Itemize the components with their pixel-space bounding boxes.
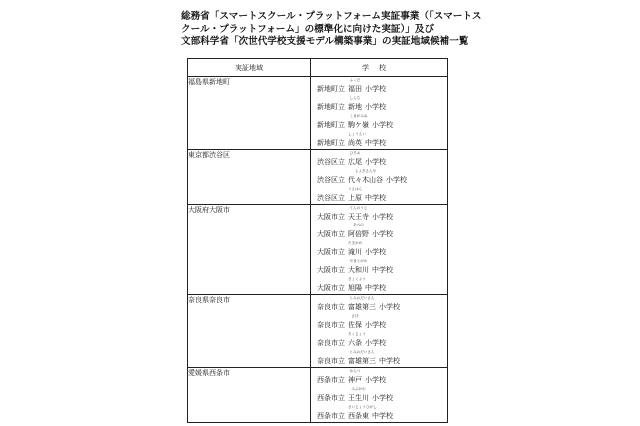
table-row [188,295,448,368]
school-type: 小学校 [365,321,386,330]
school-name: 広尾 [348,157,362,166]
school-name-ruby: さほ [351,314,359,319]
school-prefix: 西条市立 [317,393,345,402]
school-prefix: 西条市立 [317,411,345,420]
table-row [188,368,448,423]
school-name-wrap [348,314,362,330]
school-name: 西条東 [348,411,369,420]
school-name-wrap [348,95,362,112]
school-name: 尚英 [348,138,362,147]
school-type: 中学校 [365,193,386,202]
table-row [188,149,448,204]
school-name: 大和川 [348,266,369,275]
school-name-ruby: しょうえい [348,131,366,136]
school-name-ruby: かんべ [349,368,361,373]
school-name-wrap [348,350,376,366]
school-name: 駒ケ嶺 [348,120,369,129]
school-prefix: 新地町立 [317,138,345,147]
school-prefix: 新地町立 [317,84,345,93]
schools-cell [311,368,448,423]
school-name: 天王寺 [348,212,369,221]
school-name-wrap [348,131,366,148]
school-name: 佐保 [348,321,362,330]
school-name-ruby: とみおだいさん [349,296,375,301]
school-entry [311,258,447,276]
school-entry [311,131,447,149]
school-name-ruby: しんち [349,95,361,100]
school-prefix: 大阪市立 [317,266,345,275]
school-type: 小学校 [372,120,393,129]
school-entry [311,386,447,404]
school-prefix: 西条市立 [317,375,345,384]
school-name: 神戸 [348,375,362,384]
school-name-ruby: やまとがわ [349,259,368,264]
school-entry [311,168,447,186]
region-cell: 愛媛県西条市 [188,368,311,423]
school-type: 小学校 [372,212,393,221]
school-name-ruby: ふくだ [349,77,361,82]
region-school-table [187,58,448,423]
school-entry [311,205,447,223]
school-name-ruby: あべの [353,223,364,228]
school-prefix: 奈良市立 [317,357,345,365]
school-name-wrap [348,277,366,293]
school-name: 上原 [348,193,362,202]
header-region: 実証地域 [188,59,311,77]
school-type: 小学校 [379,303,400,312]
school-type: 小学校 [365,102,386,111]
region-cell: 福島県新地町 [188,77,311,150]
school-entry [311,113,447,131]
region-cell: 奈良県奈良市 [188,295,311,368]
school-name: 富雄第三 [348,303,376,312]
school-name-wrap [348,296,376,312]
header-school: 学校 [311,59,448,77]
schools-cell [311,295,448,368]
school-name-wrap [348,77,362,94]
school-name: 旭陽 [348,284,362,293]
school-name-wrap [348,150,362,167]
table-row [188,77,448,150]
school-type: 中学校 [372,411,393,420]
school-type: 小学校 [365,157,386,166]
region-cell: 大阪府大阪市 [188,204,311,295]
school-name-wrap [348,168,383,185]
school-entry [311,349,447,367]
school-prefix: 新地町立 [317,102,345,111]
school-entry [311,186,447,204]
school-name: 滝川 [348,248,362,257]
school-name-ruby: よよぎさんや [354,168,377,173]
school-name: 富雄第三 [348,357,376,365]
school-name: 新地 [348,102,362,111]
schools-cell [311,204,448,295]
school-name-wrap [348,223,369,239]
school-name-wrap [348,386,369,403]
school-name-wrap [348,332,366,348]
school-name: 阿倍野 [348,230,369,239]
table-header-row [188,59,448,77]
school-prefix: 奈良市立 [317,303,345,312]
school-prefix: 奈良市立 [317,321,345,330]
school-type: 小学校 [365,339,386,348]
school-name-wrap [348,241,363,257]
school-entry [311,240,447,258]
school-name-ruby: ろくじょう [348,332,366,337]
school-name-ruby: こまがみね [349,113,368,118]
school-name-ruby: きょくよう [348,277,366,282]
school-entry [311,404,447,422]
school-entry [311,313,447,331]
school-name: 福田 [348,84,362,93]
school-name-wrap [348,404,377,421]
school-prefix: 渋谷区立 [317,157,345,166]
school-prefix: 大阪市立 [317,248,345,257]
school-type: 小学校 [372,393,393,402]
document-title [181,11,482,49]
school-entry [311,223,447,241]
school-prefix: 渋谷区立 [317,175,345,184]
schools-cell [311,77,448,150]
school-prefix: 奈良市立 [317,339,345,348]
school-entry [311,95,447,113]
school-name-wrap [348,368,362,385]
school-type: 小学校 [365,375,386,384]
school-name-ruby: ひろお [349,150,361,155]
school-type: 小学校 [365,248,386,257]
school-name: 代々木山谷 [348,175,383,184]
table-row [188,204,448,295]
school-prefix: 大阪市立 [317,212,345,221]
school-name-ruby: みぶがわ [351,386,366,391]
school-name-ruby: うえはら [348,186,363,191]
school-name-ruby: たきがわ [348,241,363,246]
school-prefix: 大阪市立 [317,230,345,239]
school-prefix: 渋谷区立 [317,193,345,202]
school-name-wrap [348,205,369,222]
table-body [188,77,448,423]
school-name-ruby: とみおだいさん [349,350,375,354]
school-entry [311,150,447,168]
school-entry [311,368,447,386]
school-type: 小学校 [386,175,407,184]
school-type: 小学校 [372,230,393,239]
school-name-wrap [348,113,369,130]
region-cell: 東京都渋谷区 [188,149,311,204]
title-line-1: 総務省「スマートスクール・プラットフォーム実証事業（「スマートス [181,11,482,22]
schools-cell [311,149,448,204]
school-type: 小学校 [365,84,386,93]
school-name-wrap [348,259,369,275]
school-prefix: 新地町立 [317,120,345,129]
school-name: 王生川 [348,393,369,402]
school-entry [311,77,447,95]
school-entry [311,295,447,313]
school-name: 六条 [348,339,362,348]
school-name-wrap [348,186,363,203]
school-entry [311,331,447,349]
school-type: 中学校 [379,357,400,365]
school-prefix: 大阪市立 [317,284,345,293]
school-name-ruby: さいじょうひがし [348,404,377,409]
title-line-2: クール・プラットフォーム」の標準化に向けた実証）」及び [181,23,435,35]
school-type: 中学校 [365,284,386,293]
school-type: 中学校 [372,266,393,275]
school-name-ruby: てんのうじ [349,205,368,210]
school-entry [311,276,447,294]
title-line-3: 文部科学省「次世代学校支援モデル構築事業」の実証地域候補一覧 [181,36,469,47]
school-type: 中学校 [365,138,386,147]
